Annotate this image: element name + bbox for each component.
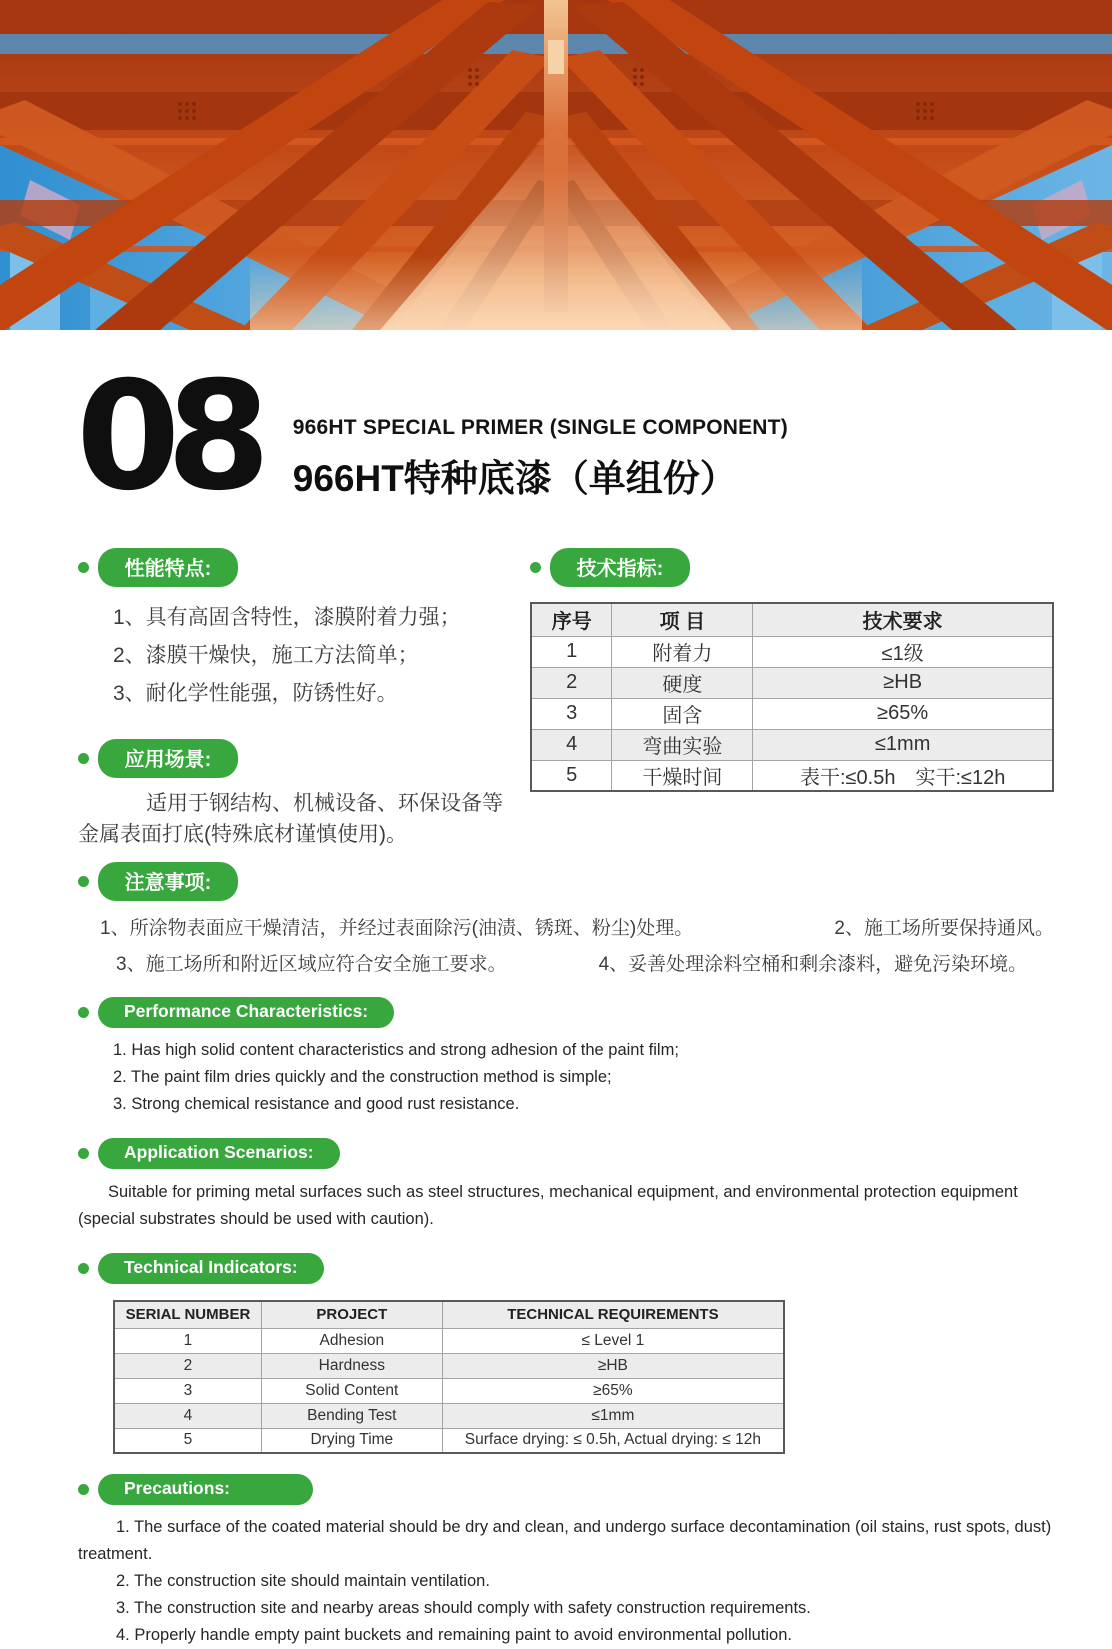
cell: 5 — [531, 760, 612, 791]
cell: 硬度 — [612, 667, 753, 698]
table-header-row — [531, 603, 1053, 636]
table-row — [531, 636, 1053, 667]
bullet-dot-icon — [78, 1148, 89, 1159]
bullet-dot-icon — [530, 562, 541, 573]
zh-tech-table — [530, 602, 1054, 792]
note-item: 4、妥善处理涂料空桶和剩余漆料，避免污染环境。 — [598, 954, 1028, 975]
en-tech-header — [78, 1253, 1054, 1284]
cell: Hardness — [261, 1353, 442, 1378]
en-performance-section — [0, 997, 1112, 1118]
cell: 5 — [114, 1428, 261, 1453]
en-precautions-header — [78, 1474, 1054, 1505]
cell: 弯曲实验 — [612, 729, 753, 760]
en-application-header — [78, 1138, 1054, 1169]
col-header: 序号 — [531, 603, 612, 636]
en-precautions-list — [78, 1514, 1054, 1649]
product-title-zh: 966HT特种底漆（单组份） — [292, 458, 737, 499]
table-row — [114, 1378, 784, 1403]
cell: 固含 — [612, 698, 753, 729]
cell: Solid Content — [261, 1378, 442, 1403]
cell: ≥HB — [753, 667, 1053, 698]
zh-application-text: 适用于钢结构、机械设备、环保设备等金属表面打底(特殊底材谨慎使用)。 — [78, 792, 503, 846]
list-item: 1. Has high solid content characteristics and strong adhesion of the paint film; — [113, 1041, 679, 1059]
cell: ≤1级 — [753, 636, 1053, 667]
bullet-dot-icon — [78, 876, 89, 887]
cell: 干燥时间 — [612, 760, 753, 791]
list-item: 2. The paint film dries quickly and the construction method is simple; — [113, 1068, 612, 1086]
zh-tech-header — [530, 548, 1054, 587]
cell: 表干:≤0.5h 实干:≤12h — [753, 760, 1053, 791]
badge-tech-zh: 技术指标: — [550, 548, 690, 587]
badge-tech-en: Technical Indicators: — [98, 1253, 324, 1284]
bullet-dot-icon — [78, 1484, 89, 1495]
note-item: 3、施工场所和附近区域应符合安全施工要求。 — [116, 954, 507, 975]
cell: Drying Time — [261, 1428, 442, 1453]
list-item: 2、漆膜干燥快，施工方法简单； — [113, 644, 419, 667]
table-header-row — [114, 1301, 784, 1328]
en-precautions-section — [0, 1474, 1112, 1649]
en-tech-section — [0, 1253, 1112, 1454]
cell: 1 — [531, 636, 612, 667]
cell: ≥HB — [442, 1353, 784, 1378]
badge-performance-zh: 性能特点: — [98, 548, 238, 587]
cell: 2 — [531, 667, 612, 698]
zh-notes-section — [0, 850, 1112, 977]
list-item: 2. The construction site should maintain ventilation. — [116, 1572, 490, 1590]
badge-application-zh: 应用场景: — [98, 739, 238, 778]
cell: ≤ Level 1 — [442, 1328, 784, 1353]
col-header: 项 目 — [612, 603, 753, 636]
cell: ≤1mm — [753, 729, 1053, 760]
col-header: 技术要求 — [753, 603, 1053, 636]
zh-right-column — [530, 548, 1054, 850]
badge-performance-en: Performance Characteristics: — [98, 997, 394, 1028]
table-row — [531, 729, 1053, 760]
table-row — [531, 667, 1053, 698]
cell: ≤1mm — [442, 1403, 784, 1428]
list-item: 1. The surface of the coated material should be dry and clean, and undergo surface decontamination (oil stains, rust spots, dust) treatment. — [78, 1518, 1052, 1563]
table-row — [114, 1353, 784, 1378]
en-application-section — [0, 1138, 1112, 1233]
zh-performance-header — [78, 548, 530, 587]
list-item: 3、耐化学性能强，防锈性好。 — [113, 682, 398, 705]
table-row — [114, 1428, 784, 1453]
en-performance-list — [113, 1037, 1054, 1118]
cell: ≥65% — [442, 1378, 784, 1403]
steel-truss-photo — [0, 0, 1112, 330]
bullet-dot-icon — [78, 562, 89, 573]
list-item: 1、具有高固含特性，漆膜附着力强； — [113, 606, 461, 629]
zh-notes-header — [78, 862, 1054, 901]
product-title-en: 966HT SPECIAL PRIMER (SINGLE COMPONENT) — [292, 416, 788, 439]
cell: Bending Test — [261, 1403, 442, 1428]
title-block — [271, 416, 788, 506]
bullet-dot-icon — [78, 1007, 89, 1018]
zh-left-column — [78, 548, 530, 850]
cell: Adhesion — [261, 1328, 442, 1353]
bullet-dot-icon — [78, 753, 89, 764]
cell: 4 — [114, 1403, 261, 1428]
cell: 4 — [531, 729, 612, 760]
bullet-dot-icon — [78, 1263, 89, 1274]
cell: 2 — [114, 1353, 261, 1378]
en-tech-table — [113, 1300, 785, 1454]
badge-application-en: Application Scenarios: — [98, 1138, 340, 1169]
col-header: PROJECT — [261, 1301, 442, 1328]
zh-application-header — [78, 739, 530, 778]
cell: 3 — [114, 1378, 261, 1403]
cell: 3 — [531, 698, 612, 729]
notes-line-2 — [78, 952, 1054, 977]
col-header: TECHNICAL REQUIREMENTS — [442, 1301, 784, 1328]
note-item: 1、所涂物表面应干燥清洁，并经过表面除污(油渍、锈斑、粉尘)处理。 — [100, 918, 694, 939]
section-number: 08 — [76, 350, 257, 524]
table-row — [531, 760, 1053, 791]
table-row — [114, 1328, 784, 1353]
badge-precautions-en: Precautions: — [98, 1474, 313, 1505]
col-header: SERIAL NUMBER — [114, 1301, 261, 1328]
table-row — [114, 1403, 784, 1428]
cell: ≥65% — [753, 698, 1053, 729]
cell: 附着力 — [612, 636, 753, 667]
zh-sections-row — [0, 506, 1112, 850]
zh-performance-list — [113, 599, 530, 713]
en-performance-header — [78, 997, 1054, 1028]
table-row — [531, 698, 1053, 729]
list-item: 3. The construction site and nearby areas should comply with safety construction requirements. — [116, 1599, 811, 1617]
cell: 1 — [114, 1328, 261, 1353]
badge-notes-zh: 注意事项: — [98, 862, 238, 901]
hero-image — [0, 0, 1112, 330]
cell: Surface drying: ≤ 0.5h, Actual drying: ≤ 12h — [442, 1428, 784, 1453]
note-item: 2、施工场所要保持通风。 — [834, 918, 1054, 939]
list-item: 3. Strong chemical resistance and good rust resistance. — [113, 1095, 520, 1113]
notes-line-1 — [78, 916, 1054, 941]
en-application-text: Suitable for priming metal surfaces such as steel structures, mechanical equipment, and environmental protection equipment (special substrates should be used with caution). — [78, 1183, 1018, 1228]
list-item: 4. Properly handle empty paint buckets and remaining paint to avoid environmental pollution. — [116, 1626, 792, 1644]
product-header — [0, 330, 1112, 524]
